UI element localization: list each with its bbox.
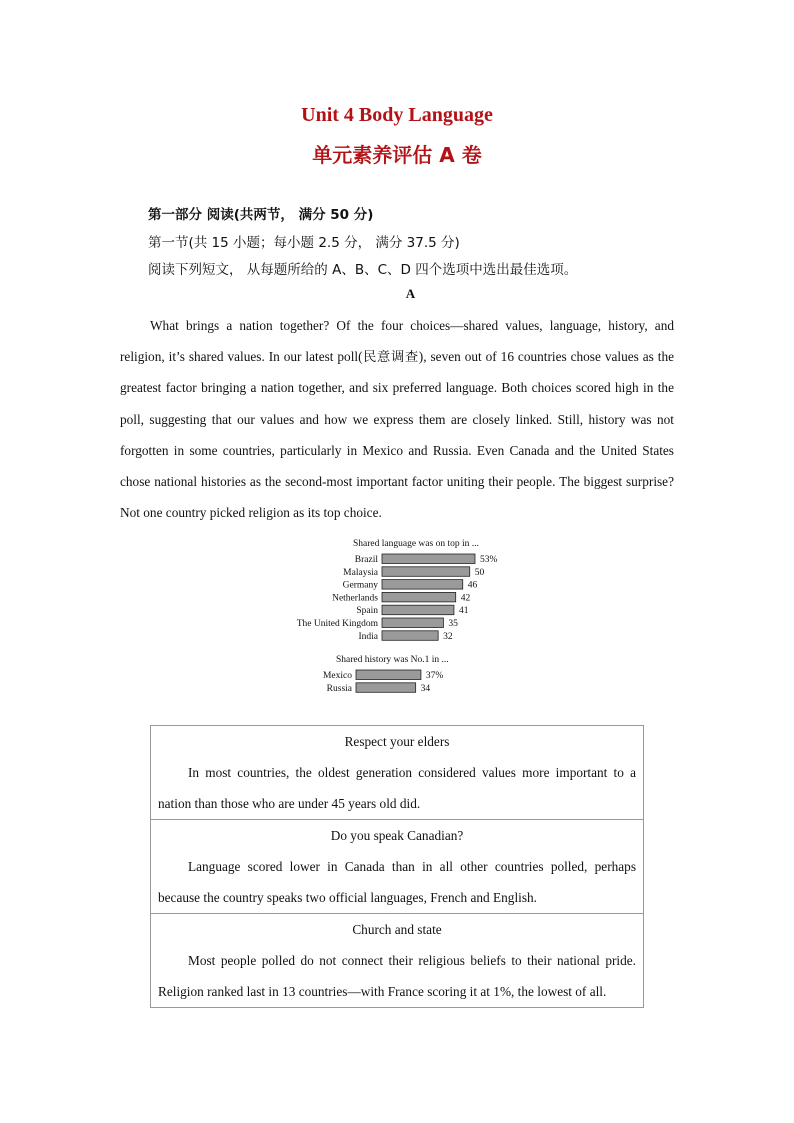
info-boxes bbox=[150, 725, 644, 1008]
bar bbox=[356, 683, 416, 693]
value-label: 53% bbox=[480, 555, 498, 565]
category-label: Malaysia bbox=[343, 567, 378, 578]
bar bbox=[382, 618, 443, 628]
passage-label: A bbox=[405, 286, 416, 301]
passage-text: What brings a nation together? Of the four choices—shared values, language, history, and religion, it’s shared values. In our latest poll(民意调查), seven out of 16 countries chose values as the greatest factor bringing a nation together, and six preferred language. Both choices scored high in the poll, suggesting that our values and how we express them are closely linked. Still, history was not forgotten in some countries, particularly in Mexico and Russia. Even Canada and the United States chose national histories as the second-most important factor uniting their people. The biggest surprise? Not one country picked religion as its top choice. bbox=[120, 318, 674, 521]
category-label: Germany bbox=[342, 580, 378, 591]
box-heading: Respect your elders bbox=[344, 734, 450, 749]
info-box bbox=[151, 726, 643, 819]
bar bbox=[356, 670, 421, 680]
bar-charts bbox=[288, 532, 528, 702]
bar bbox=[382, 567, 470, 577]
value-label: 32 bbox=[443, 631, 453, 642]
box-text: Most people polled do not connect their religious beliefs to their national pride. Religion ranked last in 13 countries—with France scoring it at 1%, the lowest of all. bbox=[158, 953, 636, 999]
category-label: Russia bbox=[326, 683, 352, 694]
info-box bbox=[151, 819, 643, 913]
bar bbox=[382, 592, 456, 602]
value-label: 34 bbox=[420, 683, 431, 694]
title-chinese: 单元素养评估 A 卷 bbox=[312, 143, 482, 167]
section-heading: 第一节(共 15 小题；每小题 2.5 分， 满分 37.5 分) bbox=[148, 235, 460, 251]
directions: 阅读下列短文， 从每题所给的 A、B、C、D 四个选项中选出最佳选项。 bbox=[148, 262, 578, 278]
value-label: 41 bbox=[458, 606, 469, 617]
chart-title: Shared history was No.1 in ... bbox=[336, 655, 449, 665]
info-box bbox=[151, 913, 643, 1007]
value-label: 35 bbox=[448, 619, 458, 629]
box-heading: Do you speak Canadian? bbox=[330, 828, 464, 843]
category-label: Netherlands bbox=[332, 593, 378, 604]
bar bbox=[382, 605, 454, 615]
value-label: 42 bbox=[460, 593, 471, 604]
value-label: 37% bbox=[425, 671, 444, 681]
category-label: Spain bbox=[356, 606, 378, 617]
category-label: Brazil bbox=[354, 555, 378, 565]
bar bbox=[382, 554, 475, 564]
category-label: Mexico bbox=[322, 671, 352, 681]
category-label: The United Kingdom bbox=[296, 619, 378, 629]
box-heading: Church and state bbox=[352, 922, 442, 937]
chart-title: Shared language was on top in ... bbox=[353, 539, 479, 549]
box-text: Language scored lower in Canada than in all other countries polled, perhaps because the country speaks two official languages, French and English. bbox=[158, 859, 636, 905]
category-label: India bbox=[358, 631, 378, 642]
part-heading: 第一部分 阅读(共两节， 满分 50 分) bbox=[148, 207, 374, 223]
box-text: In most countries, the oldest generation considered values more important to a nation than those who are under 45 years old did. bbox=[158, 765, 636, 811]
title-english: Unit 4 Body Language bbox=[301, 104, 493, 126]
bar bbox=[382, 631, 438, 641]
value-label: 50 bbox=[474, 567, 485, 578]
value-label: 46 bbox=[467, 580, 478, 591]
bar bbox=[382, 580, 463, 590]
